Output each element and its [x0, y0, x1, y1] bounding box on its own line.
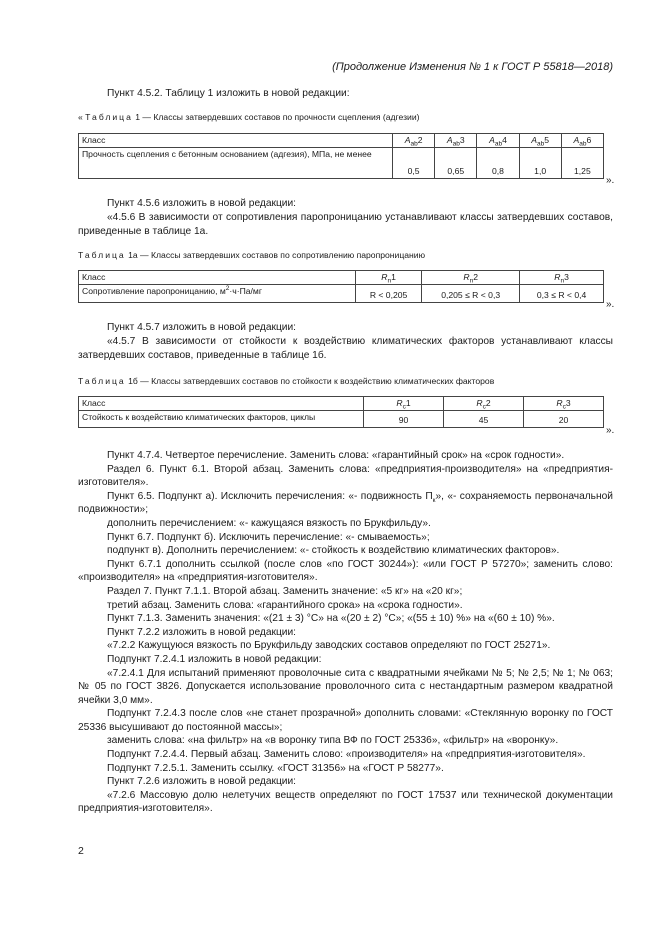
class-a6: $A_{ab}6$ [561, 134, 603, 148]
caption-text: 1а — Классы затвердевших составов по сопротивлению паропроницанию [125, 250, 426, 260]
table-header-row [79, 134, 604, 148]
class-rn1: $R_n1$ [356, 271, 422, 285]
table-header-row [79, 397, 604, 411]
caption-word: Таблица [78, 376, 126, 386]
value-cell: 0,3 ≤ R < 0,4 [520, 284, 604, 302]
row-label: Прочность сцепления с бетонным основанием (адгезия), МПа, не менее [79, 147, 393, 178]
paragraph: заменить слова: «на фильтр» на «в воронку типа ВФ по ГОСТ 25336», «фильтр» на «воронку». [107, 735, 559, 747]
class-a5: $A_{ab}5$ [519, 134, 561, 148]
caption-word: Таблица [85, 112, 133, 122]
table-1a-caption [78, 250, 613, 260]
value-cell: 0,8 [477, 147, 519, 178]
value-cell: 1,25 [561, 147, 603, 178]
page-number: 2 [78, 845, 84, 857]
table-row [79, 284, 604, 302]
class-rc1: $R_c1$ [364, 397, 444, 411]
paragraph: дополнить перечислением: «- кажущаяся вязкость по Брукфильду». [107, 517, 431, 529]
row-label: Стойкость к воздействию климатических факторов, циклы [79, 410, 364, 427]
class-rn2: $R_n2$ [422, 271, 520, 285]
header-label: Класс [79, 271, 356, 285]
table-1 [78, 133, 604, 179]
paragraph: третий абзац. Заменить слова: «гарантийного срока» на «срока годности». [107, 599, 463, 611]
table-row [79, 410, 604, 427]
caption-text: 1б — Классы затвердевших составов по стойкости к воздействию климатических факторов [125, 376, 495, 386]
quote-open: « [78, 112, 83, 122]
paragraph: Раздел 7. Пункт 7.1.1. Второй абзац. Заменить значение: «5 кг» на «20 кг»; [107, 585, 463, 597]
value-cell: 0,65 [435, 147, 477, 178]
caption-text: 1 — Классы затвердевших составов по прочности сцепления (адгезии) [132, 112, 420, 122]
class-rn3: $R_n3$ [520, 271, 604, 285]
paragraph: Пункт 7.2.6 изложить в новой редакции: [107, 776, 297, 788]
caption-word: Таблица [78, 250, 126, 260]
header-label: Класс [79, 134, 393, 148]
table-1-close: ». [606, 175, 615, 186]
paragraph: Пункт 7.2.2 изложить в новой редакции: [107, 626, 297, 638]
table-1b-caption [78, 376, 613, 386]
class-a4: $A_{ab}4$ [477, 134, 519, 148]
running-header: (Продолжение Изменения № 1 к ГОСТ Р 55818—2018) [332, 61, 613, 73]
class-rc2: $R_c2$ [444, 397, 524, 411]
paragraph: Пункт 4.7.4. Четвертое перечисление. Заменить слова: «гарантийный срок» на «срок годности». [107, 450, 565, 461]
table-1a [78, 270, 604, 303]
paragraph: «7.2.2 Кажущуюся вязкость по Брукфильду заводских составов определяют по ГОСТ 25271». [107, 640, 551, 652]
paragraph: Пункт 7.1.3. Заменить значения: «(21 ± 3) °С» на «(20 ± 2) °С»; «(55 ± 10) %» на «(60 ± 10) %». [107, 613, 555, 625]
row-label: Сопротивление паропроницанию, $м^2\cdot ч\cdot Па/мг$ [79, 284, 356, 302]
value-cell: 45 [444, 410, 524, 427]
paragraph: Подпункт 7.2.5.1. Заменить ссылку. «ГОСТ 31356» на «ГОСТ Р 58277». [107, 762, 444, 774]
paragraph: Пункт 6.7. Подпункт б). Исключить перечисление: «- смываемость»; [107, 531, 430, 543]
paragraph: подпункт в). Дополнить перечислением: «- стойкость к воздействию климатических факторов». [107, 545, 560, 557]
table-header-row [79, 271, 604, 285]
table-1a-close: ». [606, 299, 615, 310]
value-cell: 0,205 ≤ R < 0,3 [422, 284, 520, 302]
value-cell: 1,0 [519, 147, 561, 178]
paragraph: Пункт 6.5. Подпункт а). Исключить перечисления: «- подвижность $П_к$», «- сохраняемость первоначальной подвижности»; [78, 490, 613, 516]
paragraph: Пункт 6.7.1 дополнить ссылкой (после слов «по ГОСТ 30244»): «или ГОСТ Р 57270»; заменить слово: «производителя» на «предприятия-изготовителя». [78, 558, 613, 584]
value-cell: 20 [524, 410, 604, 427]
table-1b-close: ». [606, 425, 615, 436]
table-1-caption [78, 112, 613, 122]
class-rc3: $R_c3$ [524, 397, 604, 411]
class-a3: $A_{ab}3$ [435, 134, 477, 148]
value-cell: 0,5 [393, 147, 435, 178]
paragraph-4-5-7-text: «4.5.7 В зависимости от стойкости к воздействию климатических факторов устанавливают классы затвердевших составов, приведенные в таблице 1б. [78, 336, 613, 361]
paragraph: Подпункт 7.2.4.4. Первый абзац. Заменить слово: «производителя» на «предприятия-изготовителя». [107, 749, 586, 761]
paragraph-4-5-6-text: «4.5.6 В зависимости от сопротивления паропроницанию устанавливают классы затвердевших составов, приведенные в таблице 1а. [78, 212, 613, 237]
header-label: Класс [79, 397, 364, 411]
class-a2: $A_{ab}2$ [393, 134, 435, 148]
table-1b [78, 396, 604, 428]
paragraph-4-5-2: Пункт 4.5.2. Таблицу 1 изложить в новой редакции: [107, 88, 350, 99]
paragraph-4-5-7: Пункт 4.5.7 изложить в новой редакции: [107, 322, 297, 333]
paragraph: Подпункт 7.2.4.1 изложить в новой редакции: [107, 653, 322, 665]
table-row [79, 147, 604, 178]
paragraph-4-5-6: Пункт 4.5.6 изложить в новой редакции: [107, 198, 297, 209]
paragraph: Раздел 6. Пункт 6.1. Второй абзац. Заменить слова: «предприятия-производителя» на «предприятия-изготовителя». [78, 463, 613, 489]
body-text [78, 449, 613, 816]
paragraph: «7.2.6 Массовую долю нелетучих веществ определяют по ГОСТ 17537 или технической документации предприятия-изготовителя». [78, 789, 613, 815]
paragraph: Подпункт 7.2.4.3 после слов «не станет прозрачной» дополнить словами: «Стеклянную воронку по ГОСТ 25336 высушивают до постоянной массы»; [78, 708, 613, 733]
paragraph: «7.2.4.1 Для испытаний применяют проволочные сита с квадратными ячейками № 5; № 2,5; № 1; № 063; № 05 по ГОСТ 3826. Допускается использование проволочного сита с нестандартным размером квадратной ячейки 3,0 мм». [78, 667, 613, 706]
value-cell: R < 0,205 [356, 284, 422, 302]
value-cell: 90 [364, 410, 444, 427]
